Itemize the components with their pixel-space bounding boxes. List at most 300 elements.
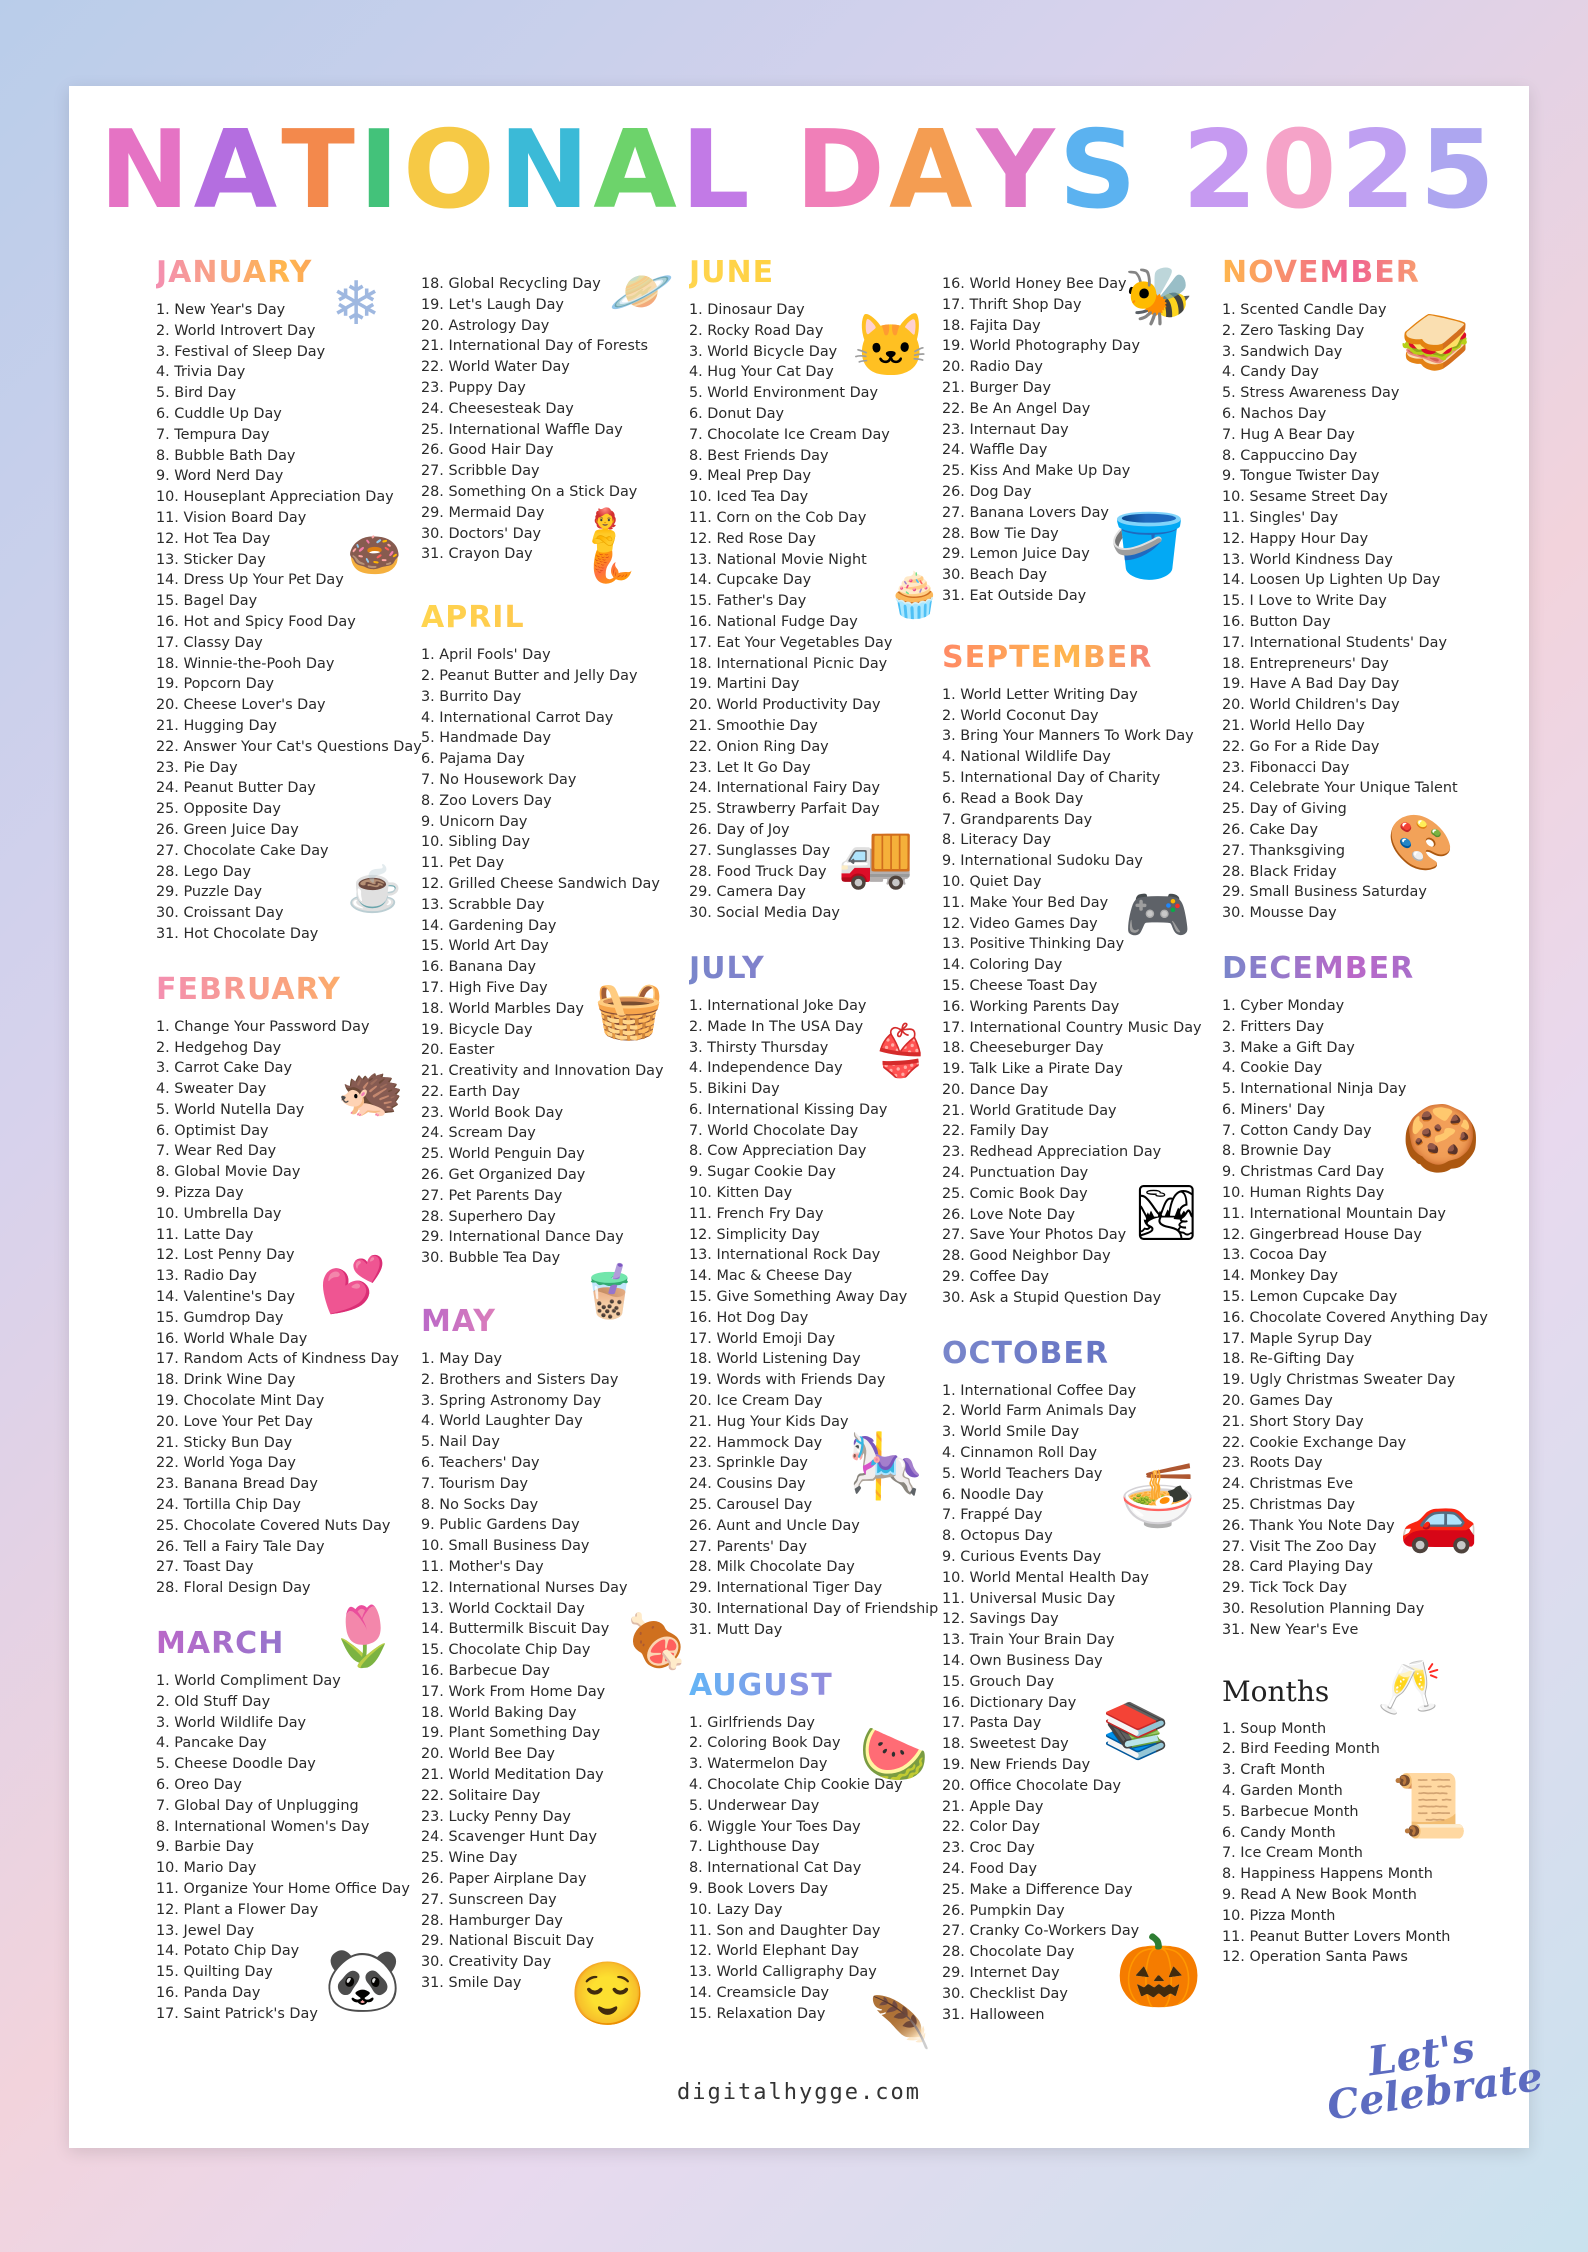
list-item: 11. Pet Day: [421, 855, 505, 872]
list-item: 28. Milk Chocolate Day: [689, 1559, 855, 1576]
list-item: 6. Pajama Day: [421, 751, 525, 768]
list-item: 26. Love Note Day: [942, 1206, 1076, 1223]
month-heading-june: JUNE: [689, 256, 949, 290]
month-heading-may: MAY: [421, 1305, 681, 1339]
list-item: 1. Change Your Password Day: [156, 1018, 370, 1035]
list-item: 10. Sibling Day: [421, 834, 530, 851]
list-item: 17. Saint Patrick's Day: [156, 2005, 318, 2022]
list-item: 31. New Year's Eve: [1222, 1621, 1359, 1638]
list-item: 29. Coffee Day: [942, 1269, 1049, 1286]
list-item: 3. Burrito Day: [421, 688, 522, 705]
list-item: 13. International Rock Day: [689, 1247, 881, 1264]
cocoa-mug-icon: ☕: [347, 865, 402, 914]
list-item: 13. World Calligraphy Day: [689, 1964, 877, 1981]
list-item: 11. Singles' Day: [1222, 509, 1339, 526]
list-item: 10. Human Rights Day: [1222, 1185, 1385, 1202]
list-item: 7. Chocolate Ice Cream Day: [689, 426, 890, 443]
list-item: 26. Green Juice Day: [156, 821, 299, 838]
list-item: 16. Hot Dog Day: [689, 1309, 809, 1326]
month-heading-march: MARCH: [156, 1627, 416, 1661]
list-item: 6. Wiggle Your Toes Day: [689, 1818, 861, 1835]
list-item: 12. World Elephant Day: [689, 1943, 860, 1960]
list-item: 19. Martini Day: [689, 676, 800, 693]
list-item: 20. Radio Day: [942, 359, 1043, 376]
list-item: 20. Cheese Lover's Day: [156, 697, 326, 714]
list-item: 4. Candy Day: [1222, 364, 1319, 381]
list-item: 4. National Wildlife Day: [942, 749, 1111, 766]
list-item: 18. Drink Wine Day: [156, 1372, 296, 1389]
list-item: 27. Parents' Day: [689, 1538, 807, 1555]
list-item: 9. Tongue Twister Day: [1222, 468, 1380, 485]
list-item: 13. Cocoa Day: [1222, 1247, 1327, 1264]
mermaid-icon: 🧜: [561, 506, 649, 584]
list-item: 7. Ice Cream Month: [1222, 1845, 1363, 1862]
list-item: 14. Loosen Up Lighten Up Day: [1222, 572, 1441, 589]
list-item: 25. Wine Day: [421, 1850, 518, 1867]
list-item: 18. International Picnic Day: [689, 655, 888, 672]
list-item: 30. Ask a Stupid Question Day: [942, 1289, 1162, 1306]
list-item: 27. Chocolate Cake Day: [156, 842, 329, 859]
list-item: 7. No Housework Day: [421, 771, 577, 788]
list-item: 14. Potato Chip Day: [156, 1943, 300, 1960]
list-item: 2. World Farm Animals Day: [942, 1403, 1137, 1420]
list-item: 3. Festival of Sleep Day: [156, 343, 326, 360]
list-item: 22. Be An Angel Day: [942, 400, 1091, 417]
list-item: 27. Save Your Photos Day: [942, 1227, 1127, 1244]
list-item: 21. Hugging Day: [156, 717, 277, 734]
list-item: 12. Plant a Flower Day: [156, 1901, 319, 1918]
month-heading-november: NOVEMBER: [1222, 256, 1482, 290]
list-item: 5. Stress Awareness Day: [1222, 385, 1400, 402]
list-item: 26. Get Organized Day: [421, 1167, 586, 1184]
list-item: 22. Go For a Ride Day: [1222, 738, 1380, 755]
list-item: 12. Operation Santa Paws: [1222, 1949, 1408, 1966]
list-item: 29. Camera Day: [689, 884, 806, 901]
list-item: 4. Cookie Day: [1222, 1060, 1323, 1077]
list-item: 16. National Fudge Day: [689, 613, 858, 630]
list-item: 25. Chocolate Covered Nuts Day: [156, 1517, 391, 1534]
list-item: 13. Jewel Day: [156, 1922, 255, 1939]
list-item: 3. Spring Astronomy Day: [421, 1392, 602, 1409]
bubble-tea-icon: 🧋: [577, 1263, 642, 1321]
list-item: 4. World Laughter Day: [421, 1413, 583, 1430]
list-item: 14. Valentine's Day: [156, 1289, 296, 1306]
list-item: 9. Word Nerd Day: [156, 468, 284, 485]
list-item: 5. International Day of Charity: [942, 769, 1161, 786]
list-item: 12. Grilled Cheese Sandwich Day: [421, 875, 660, 892]
list-item: 5. Nail Day: [421, 1434, 500, 1451]
list-item: 1. Dinosaur Day: [689, 302, 805, 318]
list-item: 5. Handmade Day: [421, 730, 552, 747]
list-item: 2. Peanut Butter and Jelly Day: [421, 667, 638, 684]
list-item: 6. International Kissing Day: [689, 1101, 888, 1118]
list-item: 26. Tell a Fairy Tale Day: [156, 1538, 325, 1555]
list-item: 14. Own Business Day: [942, 1653, 1103, 1670]
list-item: 14. Mac & Cheese Day: [689, 1268, 853, 1285]
list-item: 8. Bubble Bath Day: [156, 447, 296, 464]
list-item: 16. Working Parents Day: [942, 998, 1120, 1015]
list-item: 2. Coloring Book Day: [689, 1735, 841, 1752]
list-item: 20. Games Day: [1222, 1393, 1333, 1410]
list-item: 1. International Joke Day: [689, 997, 867, 1014]
list-item: 19. Plant Something Day: [421, 1725, 601, 1742]
list-item: 6. Nachos Day: [1222, 405, 1327, 422]
list-item: 29. Lemon Juice Day: [942, 546, 1090, 563]
list-item: 16. Hot and Spicy Food Day: [156, 613, 356, 630]
list-item: 23. Lucky Penny Day: [421, 1808, 571, 1825]
list-item: 1. New Year's Day: [156, 302, 286, 318]
list-item: 15. Father's Day: [689, 593, 807, 610]
month-heading-july: JULY: [689, 952, 949, 986]
list-item: 21. International Day of Forests: [421, 338, 648, 355]
list-item: 7. Tourism Day: [421, 1475, 528, 1492]
list-item: 17. Maple Syrup Day: [1222, 1330, 1373, 1347]
easter-basket-icon: 🧺: [594, 978, 664, 1041]
list-item: 16. Barbecue Day: [421, 1663, 550, 1680]
list-item: 12. Hot Tea Day: [156, 530, 271, 547]
list-item: 24. Waffle Day: [942, 442, 1048, 459]
list-item: 27. Thanksgiving: [1222, 842, 1346, 859]
list-item: 21. World Hello Day: [1222, 717, 1365, 734]
list-item: 12. Lost Penny Day: [156, 1247, 295, 1264]
list-item: 16. Banana Day: [421, 959, 537, 976]
list-item: 21. Apple Day: [942, 1798, 1044, 1815]
list-item: 13. World Kindness Day: [1222, 551, 1393, 568]
list-item: 6. Oreo Day: [156, 1777, 242, 1793]
sandwich-icon: 🥪: [1399, 310, 1472, 375]
logo: Let's Celebrate: [1324, 2023, 1546, 2130]
list-item: 24. Food Day: [942, 1860, 1037, 1877]
list-item: 28. Bow Tie Day: [942, 525, 1059, 542]
list-item: 27. Sunscreen Day: [421, 1891, 557, 1908]
list-item: 18. World Listening Day: [689, 1351, 861, 1368]
gingerbread-icon: 🍪: [1401, 1102, 1481, 1174]
list-item: 7. Global Day of Unplugging: [156, 1797, 359, 1814]
list-item: 22. Hammock Day: [689, 1434, 823, 1451]
list-item: 30. Social Media Day: [689, 905, 840, 922]
list-item: 17. International Country Music Day: [942, 1019, 1202, 1036]
list-item: 18. Winnie-the-Pooh Day: [156, 655, 335, 672]
list-item: 13. National Movie Night: [689, 551, 867, 568]
list-item: 29. Tick Tock Day: [1222, 1580, 1348, 1597]
list-item: 24. Scavenger Hunt Day: [421, 1829, 597, 1846]
snowflake-icon: ❄: [331, 270, 382, 337]
list-item: 3. Carrot Cake Day: [156, 1060, 292, 1077]
list-item: 11. French Fry Day: [689, 1205, 824, 1222]
list-may: [421, 1349, 681, 1994]
list-item: 9. Barbie Day: [156, 1839, 254, 1856]
list-item: 2. Old Stuff Day: [156, 1693, 271, 1710]
list-item: 17. High Five Day: [421, 979, 548, 996]
list-item: 19. Chocolate Mint Day: [156, 1393, 325, 1410]
list-item: 28. Something On a Stick Day: [421, 483, 638, 500]
quill-icon: 🪶: [869, 1995, 932, 2051]
list-item: 22. World Water Day: [421, 359, 570, 376]
list-item: 2. Hedgehog Day: [156, 1039, 282, 1056]
list-item: 14. Dress Up Your Pet Day: [156, 572, 344, 589]
list-item: 15. Lemon Cupcake Day: [1222, 1289, 1398, 1306]
list-item: 20. Love Your Pet Day: [156, 1413, 313, 1430]
list-item: 30. Creativity Day: [421, 1954, 552, 1971]
list-item: 18. Sweetest Day: [942, 1736, 1069, 1753]
list-item: 11. Universal Music Day: [942, 1590, 1116, 1607]
list-item: 24. Christmas Eve: [1222, 1476, 1354, 1493]
list-item: 9. Meal Prep Day: [689, 468, 811, 485]
list-item: 23. World Book Day: [421, 1104, 564, 1121]
list-item: 9. Unicorn Day: [421, 813, 528, 830]
list-item: 16. Panda Day: [156, 1984, 261, 2001]
list-item: 12. Simplicity Day: [689, 1226, 820, 1243]
list-item: 25. International Waffle Day: [421, 421, 623, 438]
list-item: 8. Cow Appreciation Day: [689, 1143, 867, 1160]
list-item: 24. International Fairy Day: [689, 780, 881, 797]
list-item: 14. Buttermilk Biscuit Day: [421, 1621, 610, 1638]
month-heading-october: OCTOBER: [942, 1337, 1202, 1371]
list-item: 30. Bubble Tea Day: [421, 1250, 561, 1267]
list-item: 29. Mermaid Day: [421, 504, 545, 521]
list-item: 25. Comic Book Day: [942, 1185, 1088, 1202]
list-item: 6. Candy Month: [1222, 1824, 1336, 1841]
planet-icon: 🪐: [609, 263, 674, 321]
list-item: 30. Croissant Day: [156, 905, 284, 922]
list-item: 28. Card Playing Day: [1222, 1559, 1373, 1576]
list-item: 1. Girlfriends Day: [689, 1714, 815, 1731]
game-controller-icon: 🎮: [1124, 885, 1192, 945]
list-item: 4. Independence Day: [689, 1060, 843, 1077]
list-item: 22. Color Day: [942, 1819, 1041, 1836]
list-item: 26. Good Hair Day: [421, 442, 554, 459]
list-item: 23. Pie Day: [156, 759, 238, 776]
list-item: 15. Give Something Away Day: [689, 1289, 908, 1306]
list-item: 8. Global Movie Day: [156, 1164, 301, 1181]
list-item: 2. Fritters Day: [1222, 1018, 1324, 1035]
list-item: 7. Tempura Day: [156, 426, 270, 443]
list-item: 30. Doctors' Day: [421, 525, 542, 542]
list-item: 29. International Dance Day: [421, 1229, 624, 1246]
watermelon-icon: 🍉: [859, 1722, 929, 1785]
footer-website: digitalhygge.com: [677, 2080, 921, 2105]
list-item: 27. Cranky Co-Workers Day: [942, 1923, 1140, 1940]
bikini-icon: 👙: [869, 1023, 932, 1079]
list-item: 18. Global Recycling Day: [421, 276, 601, 292]
list-item: 17. Eat Your Vegetables Day: [689, 634, 893, 651]
list-item: 13. Train Your Brain Day: [942, 1632, 1115, 1649]
list-item: 17. Thrift Shop Day: [942, 296, 1082, 313]
list-item: 24. Cousins Day: [689, 1476, 806, 1493]
list-item: 22. Family Day: [942, 1123, 1049, 1140]
list-item: 27. Banana Lovers Day: [942, 504, 1109, 521]
list-item: 31. Crayon Day: [421, 546, 533, 563]
list-item: 11. Son and Daughter Day: [689, 1922, 881, 1939]
champagne-icon: 🥂: [1377, 1659, 1442, 1717]
list-item: 20. World Productivity Day: [689, 697, 881, 714]
list-item: 16. World Honey Bee Day: [942, 276, 1127, 292]
list-item: 21. World Gratitude Day: [942, 1102, 1117, 1119]
list-item: 10. Mario Day: [156, 1860, 257, 1877]
list-item: 18. World Marbles Day: [421, 1000, 584, 1017]
month-heading-august: AUGUST: [689, 1669, 949, 1703]
list-item: 7. Frappé Day: [942, 1507, 1043, 1524]
list-item: 8. Literacy Day: [942, 832, 1051, 849]
list-item: 27. Sunglasses Day: [689, 842, 831, 859]
list-item: 18. Entrepreneurs' Day: [1222, 655, 1389, 672]
list-item: 16. Chocolate Covered Anything Day: [1222, 1309, 1488, 1326]
list-item: 10. Lazy Day: [689, 1901, 783, 1918]
list-item: 28. Good Neighbor Day: [942, 1248, 1111, 1265]
list-item: 11. Make Your Bed Day: [942, 894, 1109, 911]
list-item: 25. Kiss And Make Up Day: [942, 463, 1131, 480]
list-item: 29. Internet Day: [942, 1964, 1060, 1981]
food-truck-icon: 🚚: [837, 822, 915, 891]
list-item: 23. Redhead Appreciation Day: [942, 1144, 1162, 1161]
list-item: 10. Pizza Month: [1222, 1907, 1336, 1924]
list-item: 2. Made In The USA Day: [689, 1018, 864, 1035]
list-item: 8. Best Friends Day: [689, 447, 829, 464]
list-item: 8. Happiness Happens Month: [1222, 1866, 1433, 1883]
list-item: 27. Visit The Zoo Day: [1222, 1538, 1377, 1555]
list-item: 23. Banana Bread Day: [156, 1476, 318, 1493]
list-item: 13. Sticker Day: [156, 551, 266, 568]
list-item: 29. Puzzle Day: [156, 884, 262, 901]
list-item: 22. Solitaire Day: [421, 1787, 541, 1804]
list-item: 14. Cupcake Day: [689, 572, 812, 589]
list-item: 31. Smile Day: [421, 1974, 522, 1991]
list-item: 12. Red Rose Day: [689, 530, 816, 547]
list-item: 23. Sprinkle Day: [689, 1455, 808, 1472]
list-item: 23. Roots Day: [1222, 1455, 1323, 1472]
list-item: 21. Short Story Day: [1222, 1413, 1364, 1430]
list-item: 7. Hug A Bear Day: [1222, 426, 1355, 443]
list-item: 30. Resolution Planning Day: [1222, 1601, 1425, 1618]
list-item: 3. World Smile Day: [942, 1424, 1080, 1441]
list-item: 19. Have A Bad Day Day: [1222, 676, 1400, 693]
list-item: 10. Sesame Street Day: [1222, 489, 1388, 506]
list-item: 13. Radio Day: [156, 1268, 257, 1285]
list-item: 26. Aunt and Uncle Day: [689, 1517, 860, 1534]
list-item: 12. International Nurses Day: [421, 1579, 628, 1596]
pumpkin-icon: 🎃: [1115, 1932, 1203, 2010]
column-1: [156, 255, 422, 2025]
list-item: 28. Chocolate Day: [942, 1944, 1075, 1961]
list-item: 20. Ice Cream Day: [689, 1393, 823, 1410]
list-item: 12. Video Games Day: [942, 915, 1098, 932]
list-item: 20. Dance Day: [942, 1081, 1049, 1098]
list-item: 10. Houseplant Appreciation Day: [156, 489, 394, 506]
list-item: 23. Puppy Day: [421, 379, 526, 396]
list-item: 15. Cheese Toast Day: [942, 977, 1098, 994]
list-item: 11. International Mountain Day: [1222, 1205, 1446, 1222]
list-item: 25. Carousel Day: [689, 1497, 813, 1514]
list-july: [689, 996, 949, 1641]
list-item: 4. Chocolate Chip Cookie Day: [689, 1777, 903, 1793]
list-item: 10. Small Business Day: [421, 1538, 590, 1555]
list-item: 26. Cake Day: [1222, 821, 1318, 838]
list-item: 25. Make a Difference Day: [942, 1881, 1133, 1898]
list-item: 4. Pancake Day: [156, 1735, 267, 1752]
list-item: 14. Gardening Day: [421, 917, 557, 934]
list-item: 5. International Ninja Day: [1222, 1081, 1407, 1098]
list-item: 19. New Friends Day: [942, 1757, 1091, 1773]
list-item: 11. Latte Day: [156, 1226, 254, 1243]
list-item: 15. Chocolate Chip Day: [421, 1642, 591, 1659]
month-heading-december: DECEMBER: [1222, 952, 1482, 986]
list-item: 5. Bird Day: [156, 385, 236, 402]
list-item: 19. Popcorn Day: [156, 676, 275, 693]
list-item: 21. Smoothie Day: [689, 717, 818, 734]
list-item: 13. World Cocktail Day: [421, 1600, 585, 1617]
list-item: 5. Barbecue Month: [1222, 1803, 1359, 1820]
list-april: [421, 645, 681, 1269]
list-item: 3. Thirsty Thursday: [689, 1039, 829, 1056]
bee-icon: 🐝: [1124, 264, 1194, 327]
list-item: 6. Noodle Day: [942, 1486, 1044, 1503]
list-item: 19. World Photography Day: [942, 338, 1140, 355]
list-item: 22. Answer Your Cat's Questions Day: [156, 738, 422, 755]
list-item: 20. Office Chocolate Day: [942, 1777, 1122, 1794]
list-item: 15. Bagel Day: [156, 593, 258, 610]
month-heading-january: JANUARY: [156, 256, 416, 290]
list-item: 5. World Environment Day: [689, 385, 878, 402]
list-item: 5. Cheese Doodle Day: [156, 1756, 316, 1773]
list-item: 16. Dictionary Day: [942, 1694, 1077, 1711]
list-item: 23. Internaut Day: [942, 421, 1069, 438]
list-item: 22. World Yoga Day: [156, 1455, 296, 1472]
list-item: 31. Mutt Day: [689, 1621, 783, 1638]
list-item: 26. Dog Day: [942, 483, 1032, 500]
list-item: 19. Ugly Christmas Sweater Day: [1222, 1372, 1456, 1389]
list-item: 28. Black Friday: [1222, 863, 1337, 880]
list-item: 12. Happy Hour Day: [1222, 530, 1369, 547]
list-item: 29. International Tiger Day: [689, 1580, 883, 1597]
beach-bucket-icon: 🪣: [1109, 512, 1187, 581]
list-item: 15. Gumdrop Day: [156, 1309, 284, 1326]
month-heading-february: FEBRUARY: [156, 973, 416, 1007]
list-item: 7. Grandparents Day: [942, 811, 1093, 828]
list-item: 6. Donut Day: [689, 405, 785, 422]
list-item: 4. Garden Month: [1222, 1783, 1343, 1799]
list-item: 10. Quiet Day: [942, 873, 1042, 890]
list-item: 11. Peanut Butter Lovers Month: [1222, 1928, 1451, 1945]
christmas-car-icon: 🚗: [1399, 1482, 1479, 1554]
list-item: 8. No Socks Day: [421, 1496, 539, 1513]
list-item: 4. Hug Your Cat Day: [689, 364, 834, 381]
list-item: 30. Mousse Day: [1222, 905, 1337, 922]
list-item: 22. Cookie Exchange Day: [1222, 1434, 1407, 1451]
list-item: 7. Wear Red Day: [156, 1143, 277, 1160]
list-item: 17. Work From Home Day: [421, 1683, 606, 1700]
list-item: 21. Hug Your Kids Day: [689, 1413, 849, 1430]
month-heading-september: SEPTEMBER: [942, 641, 1202, 675]
list-item: 21. Sticky Bun Day: [156, 1434, 293, 1451]
list-item: 10. World Mental Health Day: [942, 1569, 1149, 1586]
list-item: 28. Floral Design Day: [156, 1580, 311, 1597]
list-item: 3. Sandwich Day: [1222, 343, 1343, 360]
list-item: 27. Scribble Day: [421, 463, 540, 480]
list-item: 3. World Wildlife Day: [156, 1714, 307, 1731]
donut-icon: 🍩: [347, 531, 402, 580]
list-item: 12. Savings Day: [942, 1611, 1059, 1628]
list-item: 15. World Art Day: [421, 938, 549, 955]
coloring-book-icon: 🎨: [1387, 813, 1455, 873]
list-item: 7. World Chocolate Day: [689, 1122, 859, 1139]
list-item: 31. Hot Chocolate Day: [156, 925, 319, 942]
list-item: 14. Monkey Day: [1222, 1268, 1338, 1285]
list-item: 11. Corn on the Cob Day: [689, 509, 867, 526]
list-item: 5. Underwear Day: [689, 1797, 820, 1814]
list-item: 5. World Nutella Day: [156, 1101, 305, 1118]
list-item: 24. Scream Day: [421, 1125, 536, 1142]
list-item: 10. Iced Tea Day: [689, 489, 809, 506]
